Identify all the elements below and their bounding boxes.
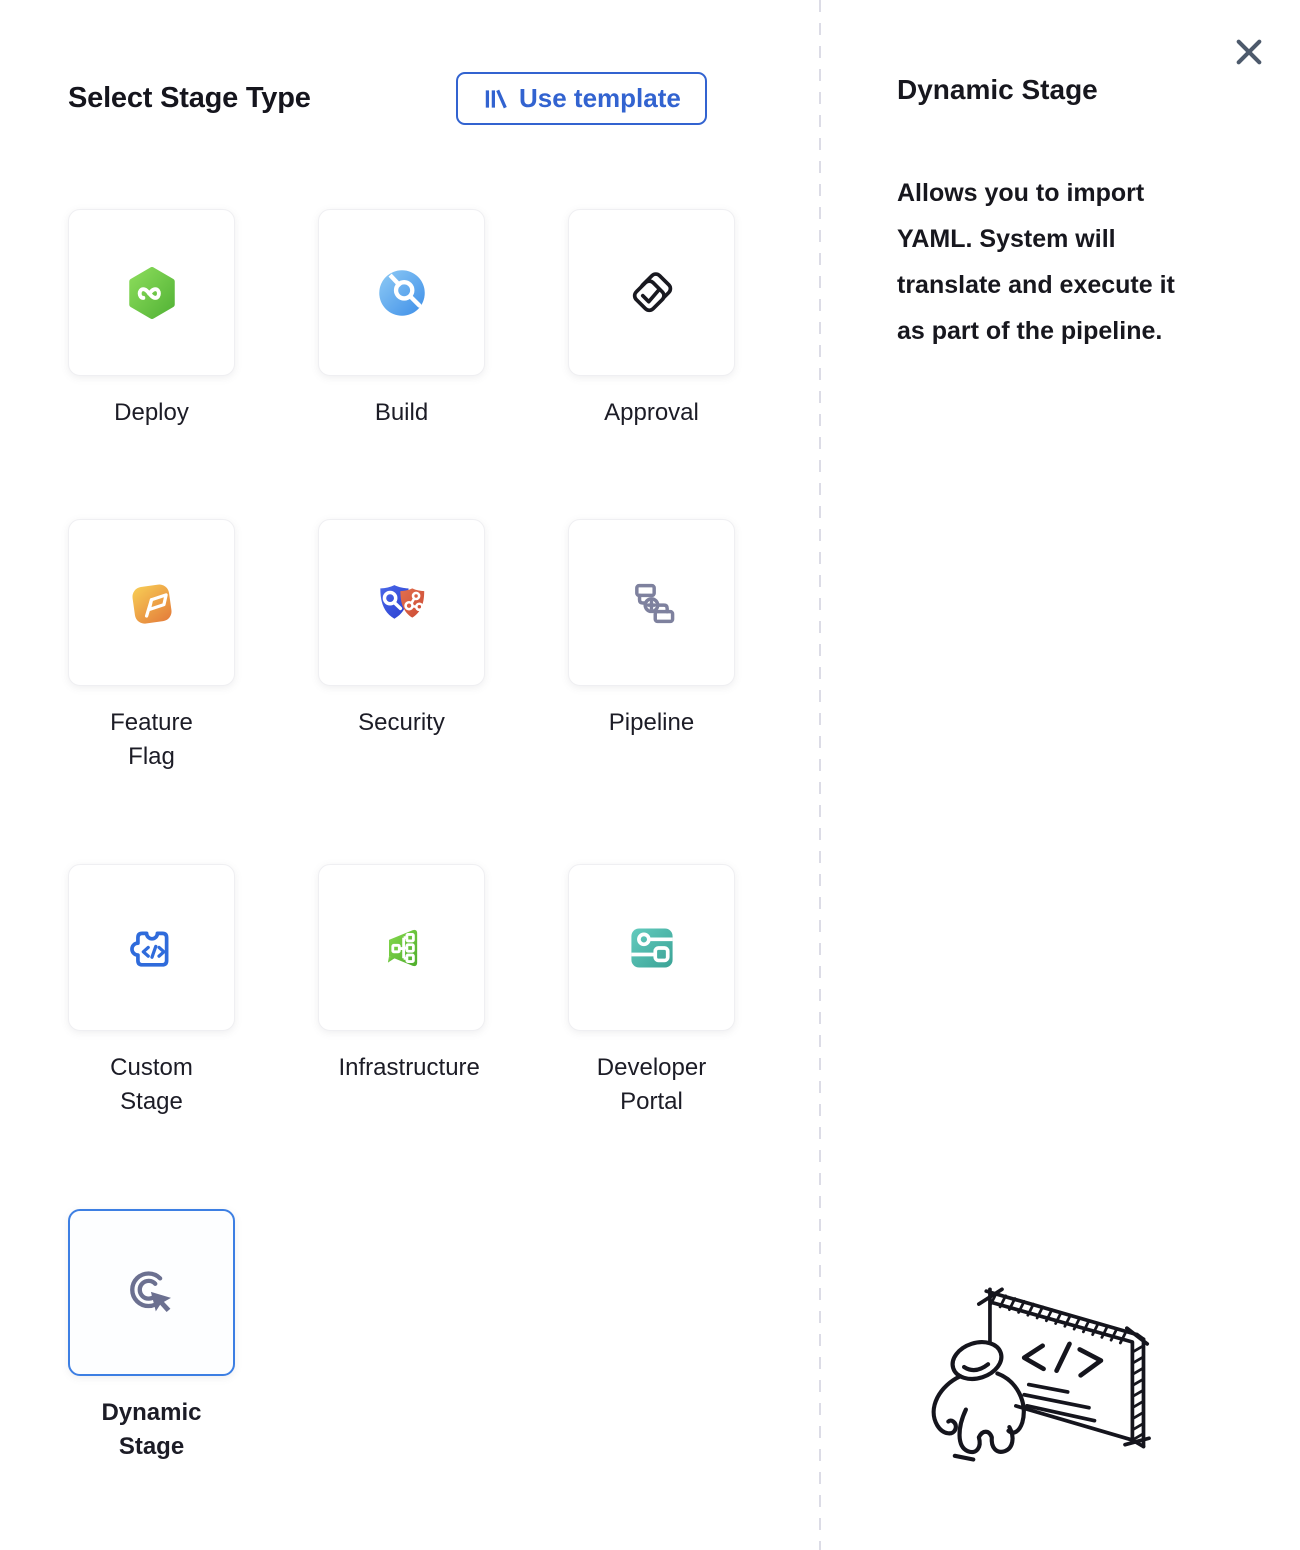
deploy-icon [126, 267, 178, 319]
stage-card-build[interactable] [318, 209, 485, 376]
stage-card-developer-portal[interactable] [568, 864, 735, 1031]
stage-item [318, 209, 485, 430]
stage-item [68, 519, 235, 774]
stage-card-label: Build [374, 399, 429, 426]
pipeline-icon [626, 577, 678, 629]
stage-card-dynamic-stage[interactable] [68, 1209, 235, 1376]
stage-card-deploy[interactable] [68, 209, 235, 376]
close-icon [1232, 35, 1266, 72]
stage-card-label: Developer Portal [596, 1054, 707, 1115]
stage-item [568, 864, 735, 1119]
stage-item [68, 209, 235, 430]
stage-item [318, 519, 485, 740]
feature-flag-icon [126, 577, 178, 629]
stage-item [68, 864, 235, 1119]
stage-card-label: Approval [604, 399, 699, 426]
detail-panel-description: Allows you to import YAML. System will translate and execute it as part of the pipeline. [897, 179, 1175, 345]
stage-card-custom-stage[interactable] [68, 864, 235, 1031]
build-icon [376, 267, 428, 319]
stage-item [568, 519, 735, 740]
stage-item [318, 864, 485, 1085]
stage-card-label: Deploy [114, 399, 189, 426]
person-presenting-code-board-illustration [912, 1256, 1190, 1478]
stage-card-label: Custom Stage [110, 1054, 193, 1115]
stage-card-security[interactable] [318, 519, 485, 686]
stage-item [68, 1209, 235, 1464]
security-icon [376, 577, 428, 629]
panel-divider [819, 0, 821, 1550]
detail-panel-title: Dynamic Stage [897, 74, 1098, 105]
stage-card-label: Feature Flag [110, 709, 193, 770]
stage-item [568, 209, 735, 430]
custom-stage-icon [126, 922, 178, 974]
stage-card-approval[interactable] [568, 209, 735, 376]
stage-card-label: Security [358, 709, 445, 736]
stage-card-label: Pipeline [608, 709, 695, 736]
use-template-label: Use template [519, 83, 681, 113]
developer-portal-icon [626, 922, 678, 974]
stage-card-infrastructure[interactable] [318, 864, 485, 1031]
dynamic-stage-icon [126, 1267, 178, 1319]
close-button[interactable] [1228, 32, 1270, 74]
approval-icon [626, 267, 678, 319]
stage-card-feature-flag[interactable] [68, 519, 235, 686]
page-title: Select Stage Type [68, 82, 311, 114]
stage-card-label: Infrastructure [338, 1054, 480, 1081]
stage-card-label: Dynamic Stage [101, 1399, 202, 1460]
infrastructure-icon [376, 922, 428, 974]
stage-card-pipeline[interactable] [568, 519, 735, 686]
